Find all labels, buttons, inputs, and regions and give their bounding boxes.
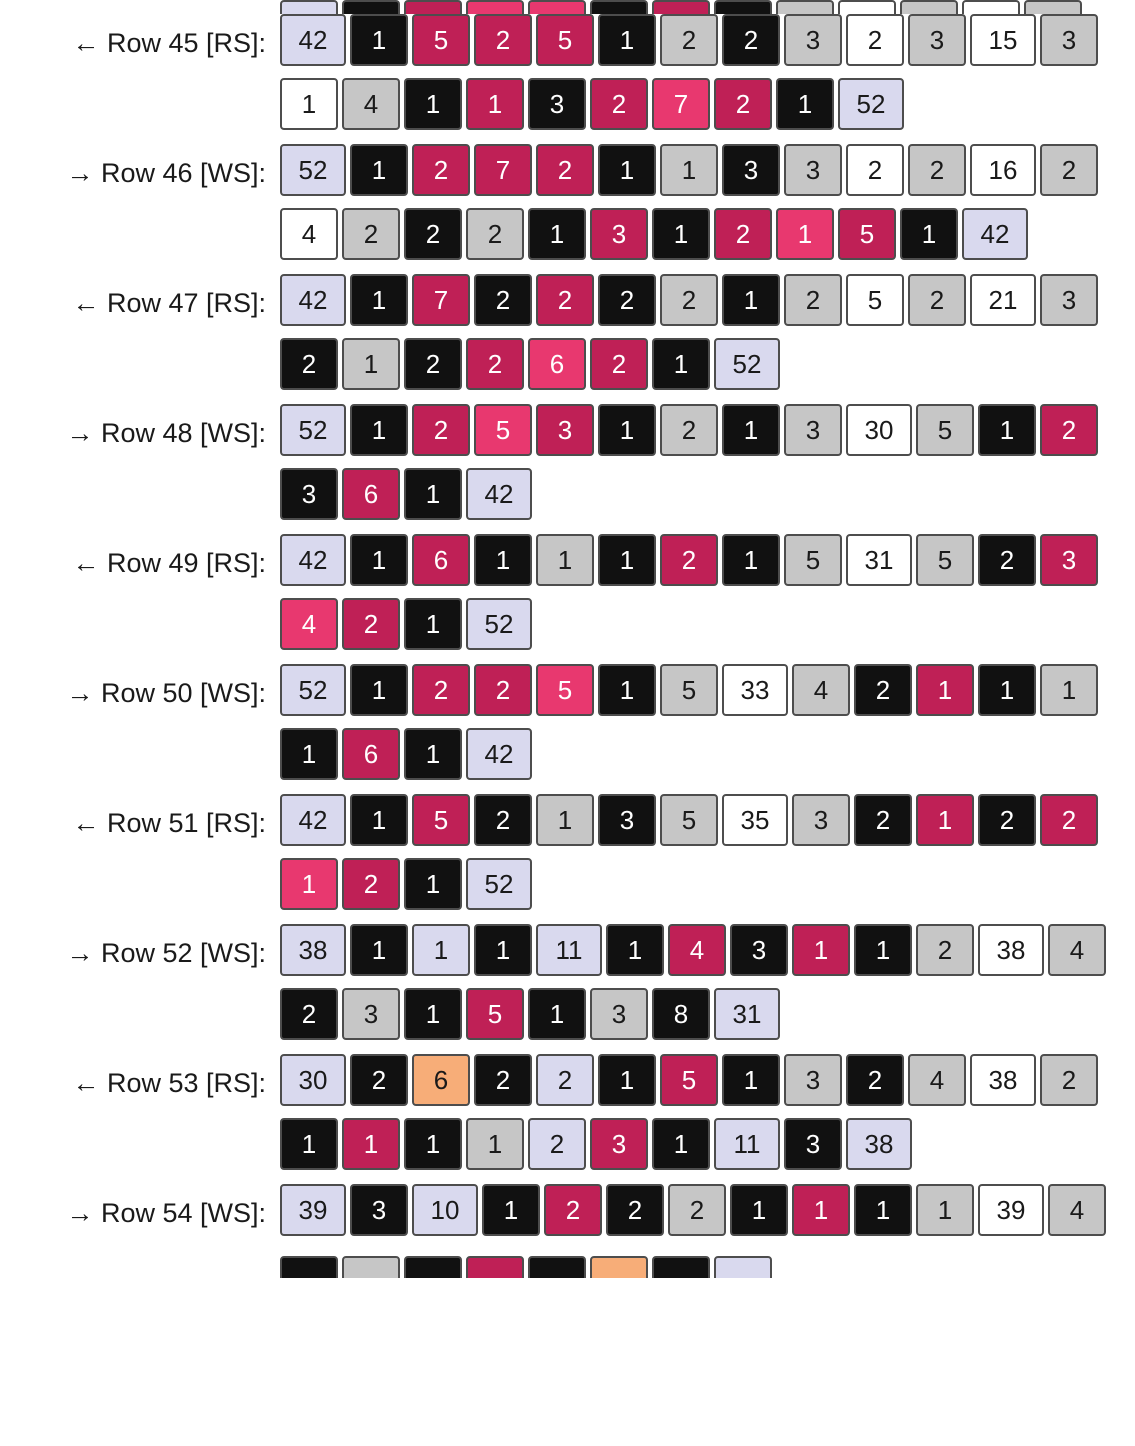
instruction-line <box>0 664 1135 722</box>
stitch-cell: 3 <box>342 988 400 1040</box>
stitch-cell-group <box>280 924 1110 976</box>
stitch-cell: 2 <box>908 274 966 326</box>
stitch-cell: 3 <box>722 144 780 196</box>
stitch-cell: 6 <box>412 1054 470 1106</box>
stitch-cell: 3 <box>784 404 842 456</box>
instruction-line <box>0 78 1135 130</box>
instruction-line <box>0 534 1135 592</box>
stitch-cell: 1 <box>598 664 656 716</box>
stitch-cell: 1 <box>854 924 912 976</box>
stitch-cell: 2 <box>466 338 524 390</box>
stitch-cell: 1 <box>598 534 656 586</box>
stitch-cell: 1 <box>776 208 834 260</box>
row-group <box>0 534 1135 650</box>
stitch-cell: 1 <box>404 728 462 780</box>
instruction-line <box>0 468 1135 520</box>
stitch-cell: 52 <box>466 858 532 910</box>
stitch-cell: 1 <box>350 144 408 196</box>
stitch-cell: 2 <box>1040 794 1098 846</box>
row-label: → Row 54 [WS]: <box>66 1198 266 1228</box>
stitch-cell: 3 <box>730 924 788 976</box>
stitch-cell <box>466 1256 524 1278</box>
stitch-cell-group <box>280 728 536 780</box>
stitch-cell: 1 <box>978 404 1036 456</box>
stitch-cell: 2 <box>714 78 772 130</box>
stitch-cell: 38 <box>280 924 346 976</box>
stitch-cell: 6 <box>528 338 586 390</box>
row-group <box>0 144 1135 260</box>
instruction-line <box>0 728 1135 780</box>
stitch-cell: 1 <box>342 1118 400 1170</box>
stitch-cell-group <box>280 0 1086 14</box>
stitch-cell: 1 <box>404 468 462 520</box>
stitch-cell: 30 <box>280 1054 346 1106</box>
stitch-cell: 52 <box>280 404 346 456</box>
stitch-cell-group <box>280 858 536 910</box>
stitch-cell: 2 <box>474 664 532 716</box>
stitch-cell: 3 <box>784 14 842 66</box>
stitch-cell: 1 <box>482 1184 540 1236</box>
stitch-cell: 1 <box>280 1118 338 1170</box>
stitch-cell: 1 <box>350 664 408 716</box>
stitch-cell: 42 <box>280 794 346 846</box>
stitch-cell: 1 <box>606 924 664 976</box>
stitch-cell <box>962 0 1020 14</box>
stitch-cell: 1 <box>350 404 408 456</box>
stitch-cell: 2 <box>474 794 532 846</box>
stitch-cell: 5 <box>412 14 470 66</box>
row-group <box>0 1184 1135 1242</box>
stitch-cell: 2 <box>606 1184 664 1236</box>
stitch-cell <box>714 0 772 14</box>
stitch-cell: 1 <box>404 858 462 910</box>
stitch-cell: 33 <box>722 664 788 716</box>
stitch-cell-group <box>280 78 908 130</box>
instruction-line <box>0 988 1135 1040</box>
stitch-cell: 1 <box>350 924 408 976</box>
stitch-cell: 2 <box>908 144 966 196</box>
row-label: ← Row 45 [RS]: <box>72 28 266 58</box>
stitch-cell <box>1024 0 1082 14</box>
row-group <box>0 794 1135 910</box>
row-label: → Row 48 [WS]: <box>66 418 266 448</box>
stitch-cell: 2 <box>536 274 594 326</box>
stitch-cell: 3 <box>280 468 338 520</box>
row-group <box>0 14 1135 130</box>
stitch-cell-group <box>280 988 784 1040</box>
stitch-cell: 1 <box>722 1054 780 1106</box>
stitch-cell-group <box>280 1118 916 1170</box>
stitch-cell: 1 <box>466 78 524 130</box>
instruction-line <box>0 0 1135 14</box>
stitch-cell: 2 <box>536 144 594 196</box>
row-group <box>0 1054 1135 1170</box>
stitch-cell: 5 <box>660 664 718 716</box>
stitch-cell: 1 <box>404 598 462 650</box>
stitch-cell: 7 <box>412 274 470 326</box>
stitch-cell: 5 <box>660 794 718 846</box>
stitch-cell: 2 <box>660 404 718 456</box>
stitch-cell: 1 <box>474 924 532 976</box>
stitch-cell-group <box>280 338 784 390</box>
stitch-cell: 3 <box>590 988 648 1040</box>
stitch-cell: 35 <box>722 794 788 846</box>
stitch-cell: 2 <box>784 274 842 326</box>
stitch-cell: 3 <box>590 1118 648 1170</box>
stitch-cell: 2 <box>474 1054 532 1106</box>
stitch-cell: 7 <box>652 78 710 130</box>
row-group <box>0 274 1135 390</box>
stitch-cell: 42 <box>280 534 346 586</box>
stitch-cell <box>652 1256 710 1278</box>
instruction-line <box>0 598 1135 650</box>
instruction-line <box>0 1184 1135 1242</box>
row-label: ← Row 53 [RS]: <box>72 1068 266 1098</box>
stitch-cell: 3 <box>784 1054 842 1106</box>
row-label: → Row 46 [WS]: <box>66 158 266 188</box>
stitch-cell: 4 <box>280 208 338 260</box>
stitch-cell: 42 <box>280 14 346 66</box>
stitch-cell <box>528 1256 586 1278</box>
stitch-cell: 6 <box>342 728 400 780</box>
stitch-cell: 10 <box>412 1184 478 1236</box>
stitch-cell <box>714 1256 772 1278</box>
stitch-cell: 30 <box>846 404 912 456</box>
stitch-cell-group <box>280 14 1102 66</box>
stitch-cell: 2 <box>1040 1054 1098 1106</box>
row-label: ← Row 51 [RS]: <box>72 808 266 838</box>
stitch-cell <box>342 1256 400 1278</box>
stitch-cell: 1 <box>652 1118 710 1170</box>
stitch-cell: 2 <box>342 598 400 650</box>
stitch-cell-group <box>280 598 536 650</box>
stitch-cell-group <box>280 208 1032 260</box>
instruction-line <box>0 794 1135 852</box>
stitch-cell: 5 <box>474 404 532 456</box>
stitch-cell-group <box>280 404 1102 456</box>
stitch-cell: 1 <box>598 1054 656 1106</box>
stitch-cell <box>466 0 524 14</box>
stitch-cell: 3 <box>1040 14 1098 66</box>
stitch-cell: 2 <box>978 794 1036 846</box>
instruction-line <box>0 1054 1135 1112</box>
stitch-cell-group <box>280 274 1102 326</box>
stitch-cell: 31 <box>714 988 780 1040</box>
stitch-cell: 2 <box>846 144 904 196</box>
stitch-cell-group <box>280 794 1102 846</box>
row-label: → Row 50 [WS]: <box>66 678 266 708</box>
stitch-cell: 52 <box>280 144 346 196</box>
stitch-cell: 8 <box>652 988 710 1040</box>
stitch-cell: 1 <box>916 1184 974 1236</box>
stitch-cell: 5 <box>466 988 524 1040</box>
stitch-cell: 5 <box>412 794 470 846</box>
stitch-cell: 4 <box>1048 1184 1106 1236</box>
stitch-cell: 2 <box>660 14 718 66</box>
stitch-cell: 6 <box>412 534 470 586</box>
stitch-cell: 1 <box>792 1184 850 1236</box>
stitch-cell: 1 <box>528 988 586 1040</box>
stitch-cell: 1 <box>280 728 338 780</box>
instruction-line <box>0 274 1135 332</box>
stitch-cell: 2 <box>280 988 338 1040</box>
stitch-cell: 2 <box>1040 404 1098 456</box>
row-label: ← Row 47 [RS]: <box>72 288 266 318</box>
stitch-cell: 31 <box>846 534 912 586</box>
stitch-cell <box>590 0 648 14</box>
stitch-cell: 39 <box>280 1184 346 1236</box>
stitch-cell: 3 <box>528 78 586 130</box>
stitch-cell: 2 <box>350 1054 408 1106</box>
stitch-cell <box>528 0 586 14</box>
stitch-cell: 5 <box>838 208 896 260</box>
row-group <box>0 404 1135 520</box>
stitch-cell: 1 <box>280 78 338 130</box>
stitch-cell: 2 <box>528 1118 586 1170</box>
stitch-cell-group <box>280 1184 1110 1236</box>
stitch-cell: 2 <box>536 1054 594 1106</box>
stitch-cell: 42 <box>280 274 346 326</box>
instruction-line <box>0 404 1135 462</box>
stitch-cell: 2 <box>412 144 470 196</box>
stitch-cell <box>590 1256 648 1278</box>
stitch-cell: 1 <box>978 664 1036 716</box>
row-group <box>0 1256 1135 1278</box>
stitch-cell: 6 <box>342 468 400 520</box>
instruction-line <box>0 1118 1135 1170</box>
stitch-cell: 1 <box>652 338 710 390</box>
stitch-cell: 2 <box>474 274 532 326</box>
stitch-cell: 5 <box>916 534 974 586</box>
stitch-cell: 1 <box>722 404 780 456</box>
stitch-cell: 2 <box>854 664 912 716</box>
stitch-cell: 4 <box>908 1054 966 1106</box>
stitch-cell: 52 <box>280 664 346 716</box>
stitch-cell: 2 <box>404 208 462 260</box>
stitch-cell: 2 <box>854 794 912 846</box>
stitch-cell: 42 <box>962 208 1028 260</box>
stitch-cell: 1 <box>598 144 656 196</box>
stitch-cell: 2 <box>660 274 718 326</box>
stitch-cell: 1 <box>536 794 594 846</box>
stitch-cell: 42 <box>466 468 532 520</box>
stitch-cell: 42 <box>466 728 532 780</box>
stitch-cell: 3 <box>598 794 656 846</box>
stitch-cell: 1 <box>404 988 462 1040</box>
stitch-cell: 1 <box>722 534 780 586</box>
stitch-cell: 2 <box>1040 144 1098 196</box>
stitch-cell: 15 <box>970 14 1036 66</box>
stitch-cell: 4 <box>342 78 400 130</box>
stitch-cell: 3 <box>784 1118 842 1170</box>
stitch-cell: 2 <box>916 924 974 976</box>
stitch-cell: 2 <box>722 14 780 66</box>
stitch-cell: 7 <box>474 144 532 196</box>
stitch-cell: 2 <box>544 1184 602 1236</box>
stitch-cell: 1 <box>474 534 532 586</box>
stitch-cell: 5 <box>536 664 594 716</box>
instruction-line <box>0 858 1135 910</box>
instruction-line <box>0 208 1135 260</box>
stitch-cell: 3 <box>536 404 594 456</box>
stitch-cell: 38 <box>970 1054 1036 1106</box>
stitch-cell: 1 <box>342 338 400 390</box>
stitch-cell <box>838 0 896 14</box>
stitch-cell: 1 <box>652 208 710 260</box>
stitch-cell: 21 <box>970 274 1036 326</box>
row-label: → Row 52 [WS]: <box>66 938 266 968</box>
stitch-cell <box>652 0 710 14</box>
stitch-cell: 1 <box>598 14 656 66</box>
stitch-cell: 2 <box>590 78 648 130</box>
stitch-cell: 2 <box>412 664 470 716</box>
stitch-cell: 2 <box>412 404 470 456</box>
stitch-cell: 2 <box>590 338 648 390</box>
stitch-cell: 52 <box>838 78 904 130</box>
stitch-cell: 2 <box>280 338 338 390</box>
stitch-cell: 3 <box>590 208 648 260</box>
instruction-line <box>0 14 1135 72</box>
stitch-cell <box>776 0 834 14</box>
stitch-cell: 1 <box>916 664 974 716</box>
stitch-cell: 1 <box>466 1118 524 1170</box>
stitch-cell: 3 <box>908 14 966 66</box>
stitch-cell: 1 <box>916 794 974 846</box>
stitch-cell: 1 <box>730 1184 788 1236</box>
instruction-line <box>0 924 1135 982</box>
stitch-cell: 2 <box>342 858 400 910</box>
stitch-cell: 1 <box>528 208 586 260</box>
stitch-cell: 3 <box>784 144 842 196</box>
stitch-cell: 11 <box>536 924 602 976</box>
stitch-cell: 1 <box>404 1118 462 1170</box>
stitch-cell: 2 <box>466 208 524 260</box>
stitch-cell: 4 <box>668 924 726 976</box>
stitch-cell-group <box>280 468 536 520</box>
stitch-cell-group <box>280 664 1102 716</box>
stitch-cell-group <box>280 1256 776 1278</box>
stitch-cell: 38 <box>846 1118 912 1170</box>
stitch-cell <box>404 0 462 14</box>
instruction-line <box>0 144 1135 202</box>
stitch-cell: 3 <box>792 794 850 846</box>
stitch-cell <box>900 0 958 14</box>
stitch-cell: 5 <box>784 534 842 586</box>
stitch-cell: 1 <box>660 144 718 196</box>
stitch-cell: 2 <box>668 1184 726 1236</box>
stitch-cell: 2 <box>474 14 532 66</box>
stitch-cell: 5 <box>536 14 594 66</box>
stitch-cell: 2 <box>846 14 904 66</box>
stitch-cell-group <box>280 144 1102 196</box>
instruction-line <box>0 1256 1135 1278</box>
stitch-cell: 39 <box>978 1184 1044 1236</box>
stitch-cell: 4 <box>280 598 338 650</box>
row-group <box>0 924 1135 1040</box>
stitch-cell: 1 <box>1040 664 1098 716</box>
stitch-cell: 1 <box>350 274 408 326</box>
stitch-cell: 3 <box>350 1184 408 1236</box>
stitch-cell: 2 <box>714 208 772 260</box>
stitch-cell: 2 <box>342 208 400 260</box>
stitch-cell <box>342 0 400 14</box>
stitch-cell: 1 <box>854 1184 912 1236</box>
stitch-cell: 2 <box>846 1054 904 1106</box>
stitch-cell: 1 <box>350 534 408 586</box>
stitch-cell: 52 <box>466 598 532 650</box>
stitch-cell: 11 <box>714 1118 780 1170</box>
stitch-cell: 1 <box>350 794 408 846</box>
stitch-cell: 2 <box>404 338 462 390</box>
stitch-cell: 1 <box>722 274 780 326</box>
stitch-cell-group <box>280 1054 1102 1106</box>
stitch-cell: 1 <box>412 924 470 976</box>
stitch-cell <box>404 1256 462 1278</box>
stitch-cell: 4 <box>1048 924 1106 976</box>
stitch-cell: 1 <box>900 208 958 260</box>
instruction-line <box>0 338 1135 390</box>
stitch-cell: 5 <box>916 404 974 456</box>
stitch-cell: 4 <box>792 664 850 716</box>
stitch-cell: 1 <box>776 78 834 130</box>
stitch-cell: 3 <box>1040 274 1098 326</box>
stitch-cell: 1 <box>280 858 338 910</box>
row-group <box>0 0 1135 14</box>
stitch-cell: 1 <box>792 924 850 976</box>
stitch-cell: 3 <box>1040 534 1098 586</box>
stitch-cell-group <box>280 534 1102 586</box>
stitch-cell <box>280 0 338 14</box>
stitch-cell: 1 <box>598 404 656 456</box>
stitch-cell: 1 <box>536 534 594 586</box>
row-label: ← Row 49 [RS]: <box>72 548 266 578</box>
stitch-cell: 38 <box>978 924 1044 976</box>
stitch-cell: 1 <box>404 78 462 130</box>
stitch-cell: 2 <box>598 274 656 326</box>
stitch-cell: 1 <box>350 14 408 66</box>
stitch-cell <box>280 1256 338 1278</box>
row-group <box>0 664 1135 780</box>
stitch-cell: 2 <box>978 534 1036 586</box>
stitch-cell: 5 <box>660 1054 718 1106</box>
stitch-cell: 52 <box>714 338 780 390</box>
stitch-cell: 5 <box>846 274 904 326</box>
stitch-cell: 2 <box>660 534 718 586</box>
stitch-cell: 16 <box>970 144 1036 196</box>
